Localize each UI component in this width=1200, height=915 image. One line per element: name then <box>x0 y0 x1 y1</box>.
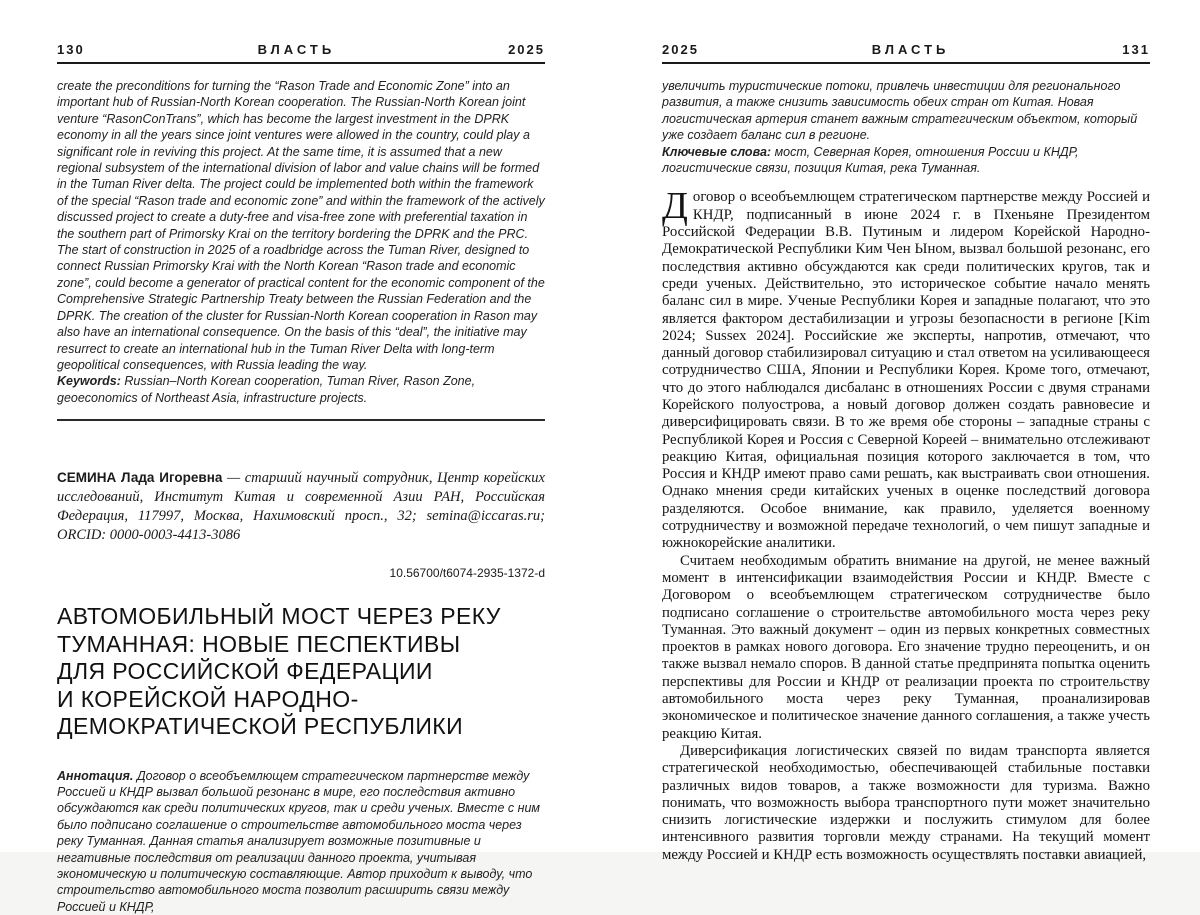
doi: 10.56700/t6074-2935-1372-d <box>389 566 545 581</box>
english-abstract-text: create the preconditions for turning the “Rason Trade and Economic Zone” into an important hub of Russian-North Korean cooperation. The Russian-North Korean joint venture “RasonConTrans”, which has become the largest investment in the DPRK economy in all the years since joint ventures were allowed in the country, could play a significant role in reviving this project. At the same time, it is assumed that a new regional subsystem of the international division of labor and value chains will be formed in the Tuman River delta. The project could be implemented both within the framework of the special “Rason trade and economic zone” and within the framework of the actively discussed project to create a duty-free and visa-free zone with preferential taxation in the southern part of Primorsky Krai on the territory bordering the DPRK and the PRC. The start of construction in 2025 of a roadbridge across the Tuman River, designed to connect Russian Primorsky Krai with the North Korean “Rason trade and economic zone”, could become a generator of practical content for the economic component of the Comprehensive Strategic Partnership Treaty between the Russian Federation and the DPRK. The creation of the cluster for Russian-North Korean cooperation in Rason may also have an international consequence. On the basis of this “deal”, the initiative may resurrect to create an international hub in the Tuman River Delta with long-term geopolitical consequences, with Russia leading the way. <box>57 79 545 372</box>
year-left: 2025 <box>508 42 545 57</box>
journal-title: ВЛАСТЬ <box>257 42 336 57</box>
article-title-line: ДЛЯ РОССИЙСКОЙ ФЕДЕРАЦИИ <box>57 658 433 685</box>
page-number-right: 131 <box>1122 42 1150 57</box>
annotation-continuation-block <box>662 78 1150 176</box>
author-block <box>57 468 545 545</box>
keywords-text-en: Russian–North Korean cooperation, Tuman River, Rason Zone, geoeconomics of Northeast Asia, infrastructure projects. <box>57 374 476 405</box>
article-title-line: ДЕМОКРАТИЧЕСКОЙ РЕСПУБЛИКИ <box>57 713 464 740</box>
author-affiliation: — старший научный сотрудник, Центр корейских исследований, Институт Китая и современной Азии РАН, Российская Федерация, 117997, Москва, Нахимовский просп., 32; semina@iccaras.ru; ORCID: 0000-0003-4413-3086 <box>57 470 545 544</box>
russian-keywords-line <box>662 144 1150 177</box>
running-head-right <box>662 42 1150 64</box>
article-title <box>57 603 545 741</box>
page-number-left: 130 <box>57 42 85 57</box>
body-paragraph-1 <box>662 185 1150 552</box>
section-divider <box>57 419 545 421</box>
article-title-line: И КОРЕЙСКОЙ НАРОДНО- <box>57 685 359 712</box>
annotation-continuation-text: увеличить туристические потоки, привлечь инвестиции для регионального развития, а также снизить зависимость обеих стран от Китая. Новая логистическая артерия станет важным стратегическим объектом, который уже создает баланс сил в регионе. <box>662 79 1138 143</box>
article-body <box>662 185 1150 864</box>
page-right <box>600 0 1200 863</box>
journal-title: ВЛАСТЬ <box>871 42 950 57</box>
body-paragraph-3: Диверсификация логистических связей по видам транспорта является стратегической необходимостью, обеспечивающей стабильные поставки различных видов товаров, а также возможности для туризма. Важно понимать, что возможность выбора транспортного пути может значительно снизить логистические издержки и послужить стимулом для более интенсивного развития торговли между странами. На текущий момент между Россией и КНДР есть возможность осуществлять поставки авиацией, <box>662 742 1150 863</box>
annotation-text: Договор о всеобъемлющем стратегическом партнерстве между Россией и КНДР вызвал большой резонанс в мире, его последствия активно обсуждаются как среди политических кругов, так и среди ученых. Вместе с ним было подписано соглашение о строительстве автомобильного моста через реку Туманная. Данная статья анализирует возможные позитивные и негативные последствия от реализации данного проекта, учитывая экономическую и политическую составляющие. Автор приходит к выводу, что строительство автомобильного моста позволит расширить связи между Россией и КНДР, <box>57 768 541 914</box>
keywords-label-en: Keywords: <box>57 374 121 389</box>
article-title-line: ТУМАННАЯ: НОВЫЕ ПЕСПЕКТИВЫ <box>57 630 461 657</box>
page-left <box>0 0 600 914</box>
annotation-label: Аннотация. <box>57 768 134 783</box>
english-abstract-block <box>57 78 545 406</box>
dropcap-letter: Д <box>662 185 688 228</box>
body-paragraph-1-text: оговор о всеобъемлющем стратегическом партнерстве между Россией и КНДР, подписанный в июне 2024 г. в Пхеньяне Президентом Российской Федерации В.В. Путиным и лидером Корейской Народно-Демократической Республики Ким Чен Ыном, вызвал большой резонанс, его последствия активно обсуждаются как среди политических кругов, так и среди ученых. Действительно, это историческое событие начало менять баланс сил в мире. Ученые Республики Корея и западные полагают, что это является фактором дестабилизации и угрозы безопасности в регионе [Kim 2024; Sussex 2024]. Российские же эксперты, напротив, отмечают, что данный договор стабилизировал ситуацию и стал ответом на усиливающееся сотрудничество США, Японии и Республики Корея. Кроме того, отмечают, что до этого наблюдался дисбаланс в отношениях России с двумя странами Корейского полуострова, а новый договор должен создать равновесие и диверсифицировать связи. В то же время обе стороны – западные страны с Республикой Корея и Россия с Северной Кореей – внимательно отслеживают реакцию Китая, официальная позиция которого заключается в том, что Россия и КНДР имеют право сами решать, как выстраивать свои отношения. Однако мнения среди китайских ученых в оценке последствий договора разделяются. Особое внимание, как правило, уделяется военному сотрудничеству и возможной передаче технологий, о чем пишут западные и южнокорейские аналитики. <box>662 189 1150 552</box>
year-right: 2025 <box>662 42 699 57</box>
russian-annotation-text <box>57 768 545 915</box>
article-title-line: АВТОМОБИЛЬНЫЙ МОСТ ЧЕРЕЗ РЕКУ <box>57 603 501 630</box>
keywords-label-ru: Ключевые слова: <box>662 144 772 159</box>
body-paragraph-2: Считаем необходимым обратить внимание на другой, не менее важный момент в интенсификации взаимодействия России и КНДР. Вместе с Договором о всеобъемлющем стратегическом сотрудничестве было подписано соглашение о строительстве автомобильного моста через реку Туманная. Это важный документ – один из первых конкретных совместных проектов в рамках нового договора. Его значение трудно переоценить, и он также вызвал немало споров. В данной статье предпринята попытка оценить перспективы для России и КНДР от реализации проекта по строительству автомобильного моста через реку Туманная, проанализировав экономическое и политическое значение данного соглашения, а также учесть реакцию Китая. <box>662 552 1150 742</box>
keywords-text-ru: мост, Северная Корея, отношения России и КНДР, логистические связи, позиция Китая, река Туманная. <box>662 144 1079 176</box>
author-name: СЕМИНА Лада Игоревна <box>57 470 223 486</box>
english-keywords-line <box>57 373 545 406</box>
running-head-left <box>57 42 545 64</box>
russian-annotation-block <box>57 768 545 915</box>
